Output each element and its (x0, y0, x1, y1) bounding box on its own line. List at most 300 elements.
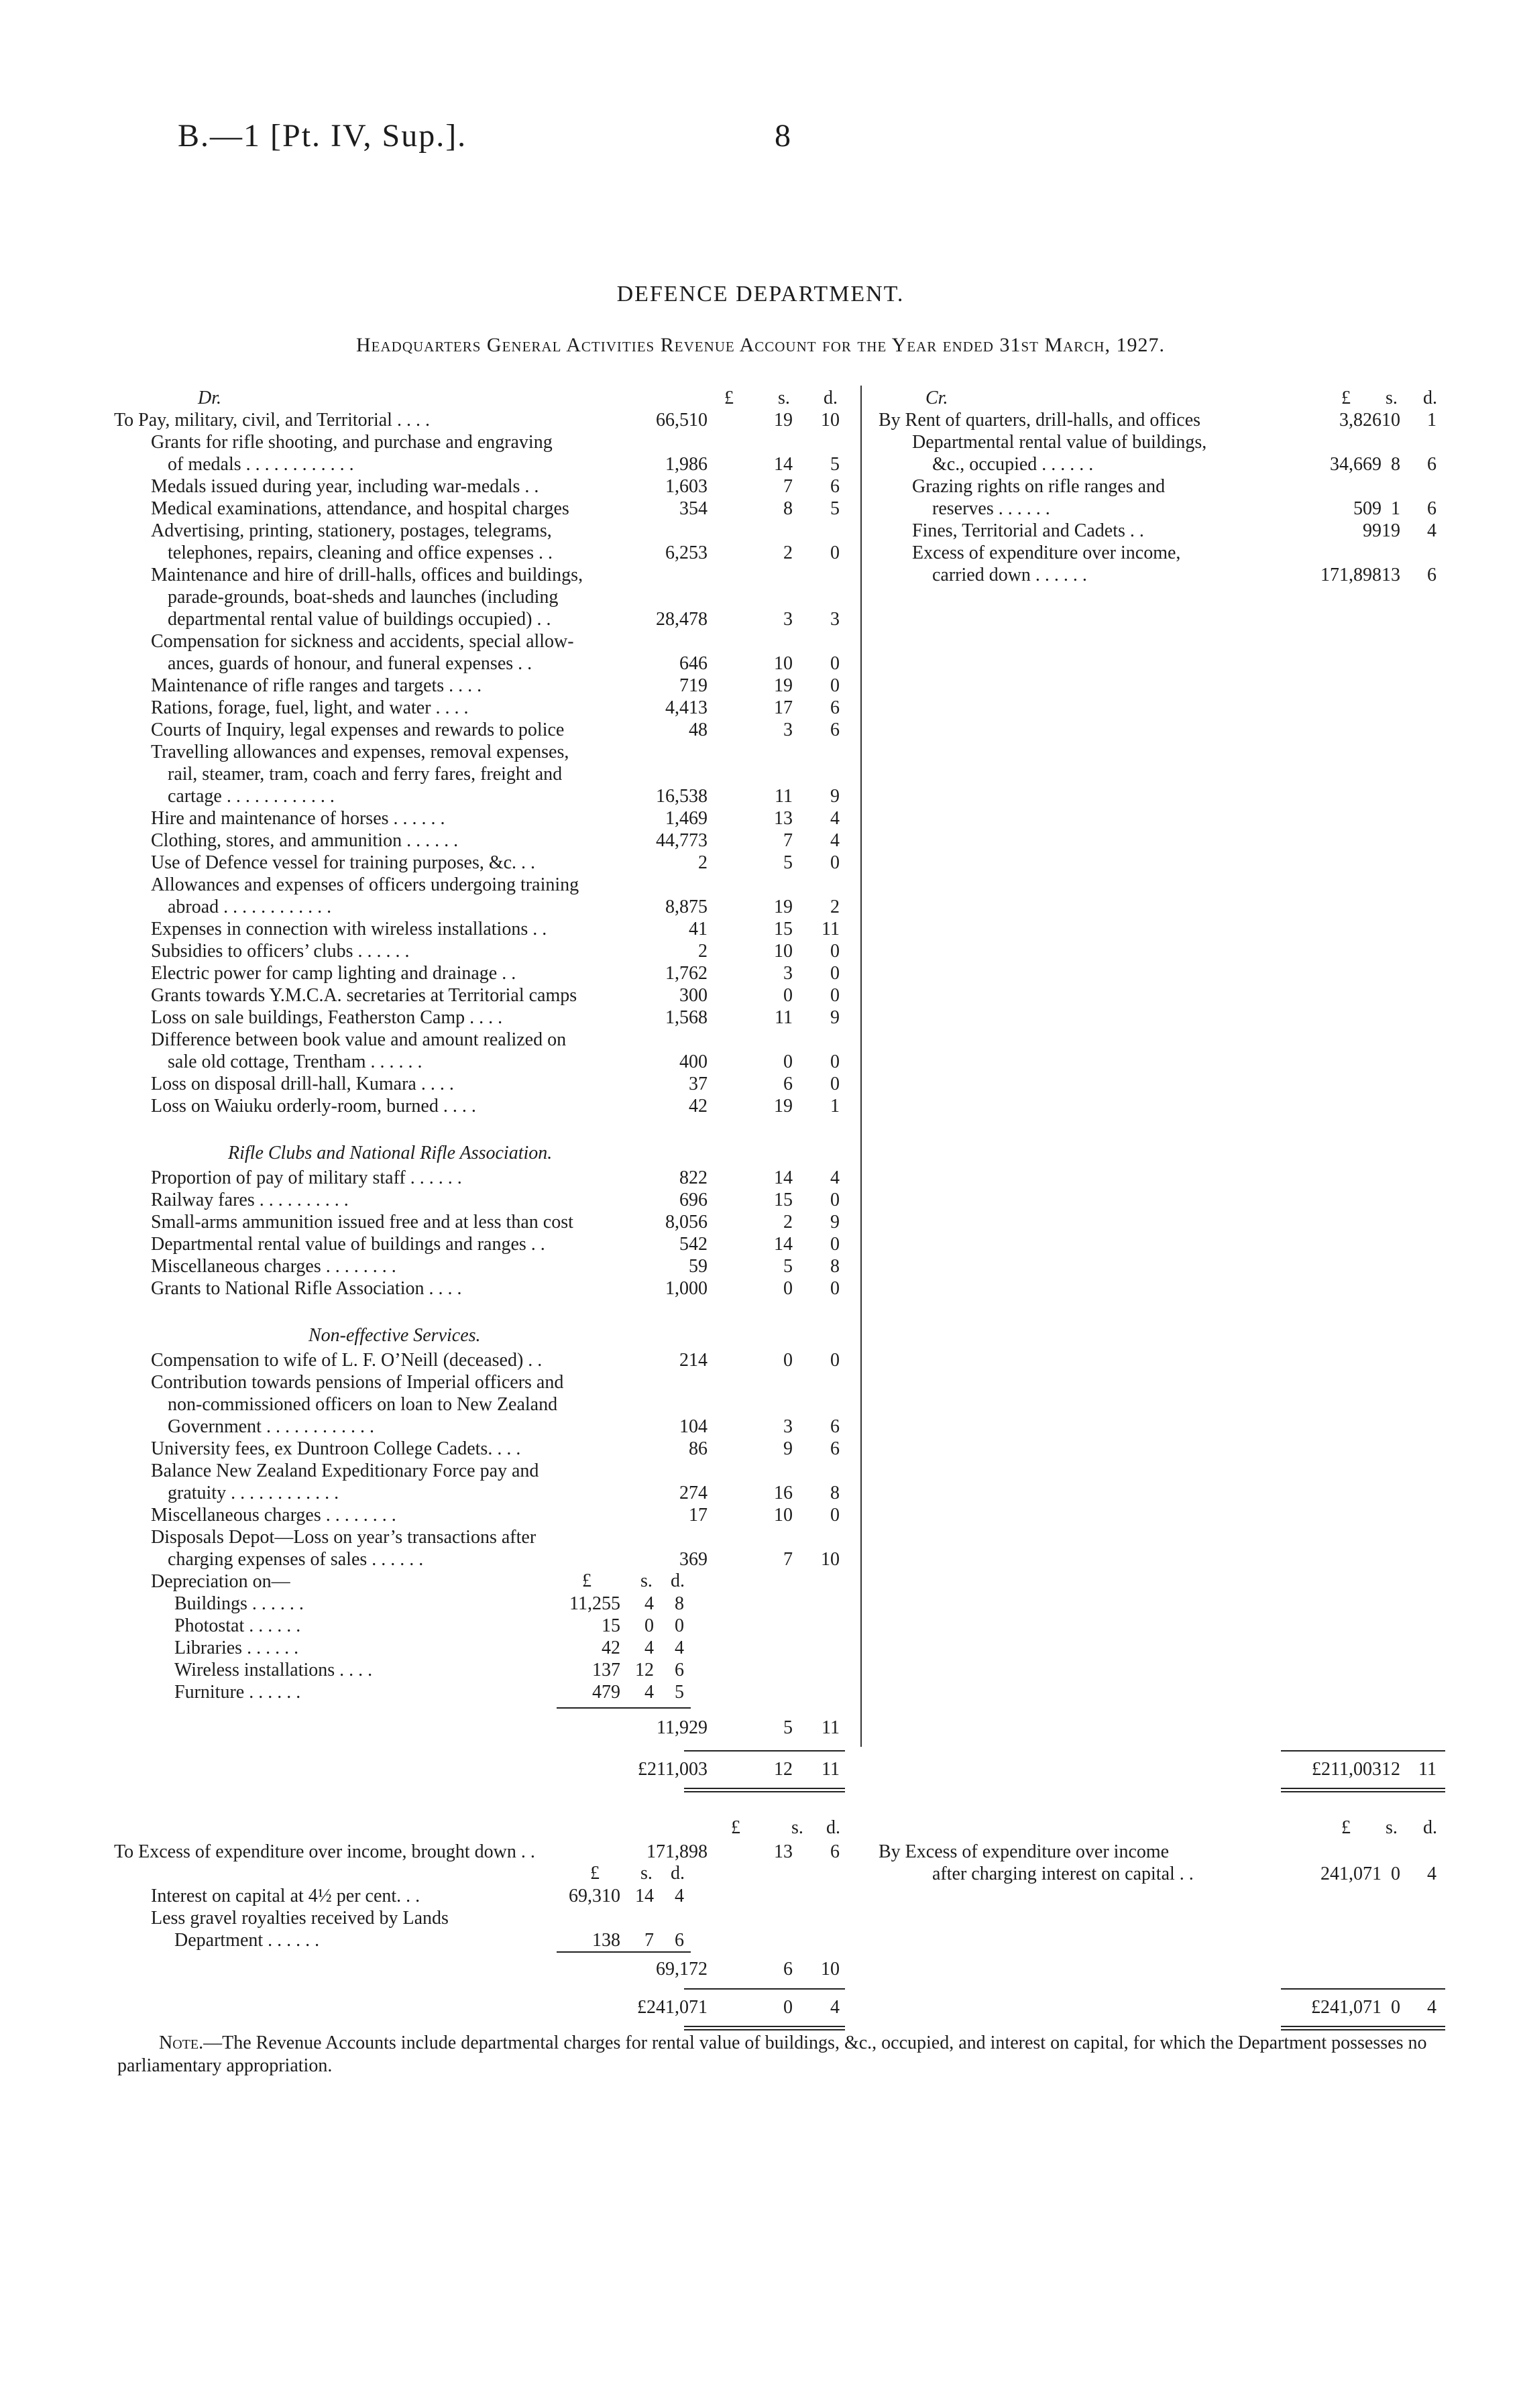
amount-pence: 0 (830, 852, 840, 873)
row-label: Compensation to wife of L. F. O’Neill (deceased) . . (151, 1350, 543, 1371)
amount-shillings: 2 (783, 542, 793, 563)
row-label: Maintenance of rifle ranges and targets . . . . (151, 675, 482, 696)
row-label: Interest on capital at 4½ per cent. . . (151, 1886, 420, 1906)
amount-shillings: 10 (774, 653, 793, 674)
amount-shillings: 19 (774, 1096, 793, 1116)
non-effective-entry (0, 1460, 1521, 1482)
amount-pence: 5 (830, 454, 840, 475)
row-label: Buildings . . . . . . (174, 1593, 304, 1614)
dr-entry (0, 807, 1521, 829)
amount-pounds: 6,253 (665, 542, 708, 563)
amount-shillings: 15 (774, 1190, 793, 1210)
row-label: To Excess of expenditure over income, brought down . . (114, 1841, 535, 1862)
amount-pence: 8 (830, 1483, 840, 1503)
amount-pence: 3 (830, 609, 840, 630)
amount-shillings: 0 (783, 1278, 793, 1299)
amount-pence: 6 (1427, 454, 1436, 475)
row-label: Allowances and expenses of officers undergoing training (151, 874, 579, 895)
department-line (0, 1929, 1521, 1951)
amount-pounds: 86 (689, 1438, 708, 1459)
double-rule-top (1281, 2026, 1445, 2027)
amount-pence: 6 (1427, 498, 1436, 519)
dr-entry (0, 1073, 1521, 1095)
depreciation-item (0, 1637, 1521, 1659)
amount-pounds: 214 (679, 1350, 708, 1371)
dr-entry (0, 984, 1521, 1007)
amount-shillings: 13 (774, 1841, 793, 1862)
row-label: telephones, repairs, cleaning and office expenses . . (168, 542, 553, 563)
dr-entry (0, 829, 1521, 852)
cr-entry (0, 475, 1521, 498)
row-label: Expenses in connection with wireless installations . . (151, 919, 547, 939)
amount-shillings: 5 (783, 1717, 793, 1738)
pence-header: d. (1423, 388, 1437, 408)
amount-pence: 0 (830, 1505, 840, 1526)
cr-second-total (0, 1996, 1521, 2018)
pence-header: d. (824, 388, 838, 408)
non-effective-heading: Non-effective Services. (308, 1325, 481, 1346)
interest-line (0, 1885, 1521, 1907)
amount-pounds: 646 (679, 653, 708, 674)
amount-pence: 4 (830, 830, 840, 851)
double-rule-bottom (684, 2029, 845, 2030)
amount-pounds: 41 (689, 919, 708, 939)
amount-pounds: £211,003 (1312, 1759, 1382, 1780)
dr-entry (0, 652, 1521, 675)
pound-header: £ (582, 1570, 592, 1591)
amount-pence: 11 (822, 1759, 840, 1780)
subtotal-rule (557, 1707, 691, 1709)
row-label: after charging interest on capital . . (932, 1864, 1194, 1884)
amount-pence: 0 (830, 1278, 840, 1299)
non-effective-entry (0, 1482, 1521, 1504)
amount-pounds: 509 (1353, 498, 1382, 519)
non-effective-entry (0, 1349, 1521, 1371)
amount-pounds: 274 (679, 1483, 708, 1503)
row-label: Compensation for sickness and accidents, special allow- (151, 631, 574, 652)
row-label: Railway fares . . . . . . . . . . (151, 1190, 349, 1210)
amount-shillings: 14 (774, 454, 793, 475)
row-label: Grants to National Rifle Association . . . . (151, 1278, 462, 1299)
cr-entry (0, 564, 1521, 586)
non-effective-entry (0, 1416, 1521, 1438)
amount-pence: 2 (830, 897, 840, 917)
row-label: Fines, Territorial and Cadets . . (912, 520, 1144, 541)
amount-pence: 9 (830, 1007, 840, 1028)
double-rule-top (1281, 1788, 1445, 1789)
amount-pounds: 369 (679, 1549, 708, 1570)
amount-pence: 6 (830, 1841, 840, 1862)
note-label: Note. (159, 2032, 204, 2053)
row-label: Rations, forage, fuel, light, and water . . . . (151, 697, 469, 718)
non-effective-entry (0, 1393, 1521, 1416)
depreciation-item (0, 1593, 1521, 1615)
amount-shillings: 0 (1391, 1997, 1400, 2018)
amount-shillings: 12 (1382, 1759, 1400, 1780)
row-label: Excess of expenditure over income, (912, 542, 1181, 563)
dr-entry (0, 608, 1521, 630)
pence-header: d. (671, 1570, 685, 1591)
dr-entry (0, 896, 1521, 918)
row-label: By Excess of expenditure over income (879, 1841, 1170, 1862)
double-rule-top (684, 1788, 845, 1789)
amount-pence: 4 (675, 1638, 684, 1658)
rifle-entry (0, 1211, 1521, 1233)
row-label: Loss on Waiuku orderly-room, burned . . . . (151, 1096, 476, 1116)
total-rule (1281, 1750, 1445, 1752)
amount-shillings: 12 (774, 1759, 793, 1780)
amount-pence: 10 (821, 1959, 840, 1980)
cr-heading: Cr. (925, 388, 948, 408)
dr-entry (0, 785, 1521, 807)
row-label: Grants for rifle shooting, and purchase and engraving (151, 432, 553, 453)
amount-pounds: 8,056 (665, 1212, 708, 1232)
amount-pounds: 42 (689, 1096, 708, 1116)
pence-header: d. (671, 1863, 685, 1884)
pound-header: £ (590, 1863, 600, 1884)
row-label: of medals . . . . . . . . . . . . (168, 454, 354, 475)
amount-pence: 6 (1427, 565, 1436, 585)
amount-pounds: 822 (679, 1167, 708, 1188)
non-effective-entry (0, 1504, 1521, 1526)
row-label: Subsidies to officers’ clubs . . . . . . (151, 941, 410, 962)
rifle-entry (0, 1255, 1521, 1277)
row-label: Loss on disposal drill-hall, Kumara . . . . (151, 1074, 454, 1094)
amount-shillings: 10 (774, 941, 793, 962)
amount-pounds: 241,071 (1320, 1864, 1382, 1884)
row-label: sale old cottage, Trentham . . . . . . (168, 1051, 422, 1072)
row-label: Depreciation on— (151, 1571, 290, 1592)
amount-shillings: 14 (635, 1886, 654, 1906)
row-label: non-commissioned officers on loan to New Zealand (168, 1394, 558, 1415)
row-label: abroad . . . . . . . . . . . . (168, 897, 332, 917)
amount-shillings: 9 (783, 1438, 793, 1459)
row-label: ances, guards of honour, and funeral expenses . . (168, 653, 532, 674)
row-label: gratuity . . . . . . . . . . . . (168, 1483, 339, 1503)
amount-pounds: 300 (679, 985, 708, 1006)
amount-pence: 1 (830, 1096, 840, 1116)
amount-pounds: 4,413 (665, 697, 708, 718)
amount-pounds: 2 (698, 852, 708, 873)
row-label: Miscellaneous charges . . . . . . . . (151, 1256, 396, 1277)
page-title: DEFENCE DEPARTMENT. (616, 282, 905, 306)
net-interest (0, 1958, 1521, 1980)
row-label: Miscellaneous charges . . . . . . . . (151, 1505, 396, 1526)
dr-entry (0, 697, 1521, 719)
amount-shillings: 8 (783, 498, 793, 519)
shilling-header: s. (778, 388, 790, 408)
row-label: Libraries . . . . . . (174, 1638, 299, 1658)
shilling-header: s. (640, 1570, 653, 1591)
shilling-header: s. (1386, 388, 1398, 408)
amount-shillings: 19 (774, 897, 793, 917)
amount-shillings: 3 (783, 963, 793, 984)
depreciation-heading (0, 1570, 1521, 1593)
amount-pence: 0 (830, 1190, 840, 1210)
row-label: To Pay, military, civil, and Territorial . . . . (114, 410, 430, 431)
amount-pence: 4 (1427, 1997, 1436, 2018)
row-label: By Rent of quarters, drill-halls, and offices (879, 410, 1201, 431)
total-rule (1281, 1988, 1445, 1990)
row-label: Grants towards Y.M.C.A. secretaries at Territorial camps (151, 985, 577, 1006)
amount-pounds: 719 (679, 675, 708, 696)
amount-shillings: 10 (774, 1505, 793, 1526)
amount-shillings: 0 (783, 1997, 793, 2018)
amount-pounds: 34,669 (1330, 454, 1382, 475)
row-label: reserves . . . . . . (932, 498, 1050, 519)
row-label: Grazing rights on rifle ranges and (912, 476, 1166, 497)
row-label: Hire and maintenance of horses . . . . . . (151, 808, 445, 829)
amount-pence: 6 (830, 476, 840, 497)
row-label: Furniture . . . . . . (174, 1682, 301, 1703)
rifle-entry (0, 1167, 1521, 1189)
dr-entry (0, 741, 1521, 763)
row-label: parade-grounds, boat-sheds and launches (including (168, 587, 559, 608)
amount-pence: 6 (830, 697, 840, 718)
amount-pence: 4 (675, 1886, 684, 1906)
non-effective-entry (0, 1526, 1521, 1548)
amount-shillings: 0 (644, 1615, 654, 1636)
dr-entry (0, 1029, 1521, 1051)
footnote (117, 2032, 1452, 2077)
amount-shillings: 6 (783, 1959, 793, 1980)
amount-shillings: 19 (774, 410, 793, 431)
amount-pounds: 11,929 (657, 1717, 708, 1738)
depreciation-item (0, 1659, 1521, 1681)
amount-pence: 0 (830, 653, 840, 674)
amount-shillings: 4 (644, 1682, 654, 1703)
cr-entry (0, 498, 1521, 520)
row-label: University fees, ex Duntroon College Cadets. . . . (151, 1438, 521, 1459)
pence-header: d. (826, 1817, 840, 1838)
pound-header: £ (1341, 388, 1351, 408)
amount-shillings: 0 (1391, 1864, 1400, 1884)
pound-header: £ (731, 1817, 740, 1838)
cr-entry (0, 453, 1521, 475)
amount-pence: 4 (830, 1167, 840, 1188)
rifle-entry (0, 1277, 1521, 1300)
amount-shillings: 10 (1382, 410, 1400, 431)
amount-pounds: 44,773 (656, 830, 708, 851)
dr-entry (0, 1095, 1521, 1117)
amount-pence: 0 (830, 985, 840, 1006)
cr-entry (0, 542, 1521, 564)
dr-entry (0, 962, 1521, 984)
amount-shillings: 8 (1391, 454, 1400, 475)
dr-entry (0, 763, 1521, 785)
row-label: carried down . . . . . . (932, 565, 1087, 585)
row-label: Government . . . . . . . . . . . . (168, 1416, 374, 1437)
amount-pounds: 400 (679, 1051, 708, 1072)
amount-shillings: 12 (635, 1660, 654, 1680)
amount-shillings: 14 (774, 1234, 793, 1255)
amount-shillings: 1 (1391, 498, 1400, 519)
amount-pounds: 171,898 (646, 1841, 708, 1862)
row-label: Less gravel royalties received by Lands (151, 1908, 449, 1929)
amount-pounds: 354 (679, 498, 708, 519)
amount-shillings: 11 (775, 1007, 793, 1028)
amount-shillings: 7 (783, 830, 793, 851)
row-label: Travelling allowances and expenses, removal expenses, (151, 742, 569, 762)
amount-pence: 0 (675, 1615, 684, 1636)
amount-pounds: 1,000 (665, 1278, 708, 1299)
amount-pence: 0 (830, 963, 840, 984)
amount-pounds: 479 (592, 1682, 620, 1703)
amount-pounds: 17 (689, 1505, 708, 1526)
cr-excess-line (0, 1841, 1521, 1863)
dr-entry (0, 874, 1521, 896)
amount-pounds: 69,172 (656, 1959, 708, 1980)
amount-shillings: 4 (644, 1593, 654, 1614)
amount-shillings: 3 (783, 720, 793, 740)
row-label: Department . . . . . . (174, 1930, 320, 1951)
dr-entry (0, 586, 1521, 608)
cr-entry (0, 431, 1521, 453)
amount-pounds: 42 (602, 1638, 620, 1658)
total-rule (684, 1988, 845, 1990)
row-label: Departmental rental value of buildings, (912, 432, 1207, 453)
page-number: 8 (775, 118, 791, 154)
amount-pounds: 11,255 (569, 1593, 620, 1614)
row-label: rail, steamer, tram, coach and ferry fares, freight and (168, 764, 563, 785)
amount-shillings: 0 (783, 1051, 793, 1072)
amount-pence: 4 (830, 1997, 840, 2018)
amount-shillings: 7 (644, 1930, 654, 1951)
non-effective-entry (0, 1371, 1521, 1393)
amount-shillings: 13 (1382, 565, 1400, 585)
amount-pounds: £211,003 (638, 1759, 708, 1780)
dr-entry (0, 630, 1521, 652)
rifle-entry (0, 1233, 1521, 1255)
amount-pence: 0 (830, 1234, 840, 1255)
cr-entry (0, 520, 1521, 542)
amount-pounds: £241,071 (637, 1997, 708, 2018)
dr-entry (0, 852, 1521, 874)
dr-entry (0, 675, 1521, 697)
double-rule-bottom (1281, 1791, 1445, 1792)
amount-pence: 9 (830, 1212, 840, 1232)
row-label: Difference between book value and amount realized on (151, 1029, 567, 1050)
amount-shillings: 17 (774, 697, 793, 718)
amount-shillings: 3 (783, 1416, 793, 1437)
double-rule-top (684, 2026, 845, 2027)
amount-pence: 4 (1427, 520, 1436, 541)
note-text: —The Revenue Accounts include departmental charges for rental value of buildings, &c., occupied, and interest on capital, for which the Department possesses no parliamentary appropriation. (117, 2032, 1427, 2076)
dr-entry (0, 719, 1521, 741)
amount-pence: 5 (830, 498, 840, 519)
amount-pounds: 28,478 (656, 609, 708, 630)
amount-pounds: £241,071 (1311, 1997, 1382, 2018)
row-label: &c., occupied . . . . . . (932, 454, 1094, 475)
amount-pounds: 66,510 (656, 410, 708, 431)
amount-pence: 10 (821, 1549, 840, 1570)
dr-entry (0, 940, 1521, 962)
amount-pounds: 1,603 (665, 476, 708, 497)
rifle-clubs-heading: Rifle Clubs and National Rifle Association. (228, 1143, 553, 1163)
amount-pence: 0 (830, 1051, 840, 1072)
amount-pounds: 1,568 (665, 1007, 708, 1028)
row-label: Wireless installations . . . . (174, 1660, 373, 1680)
cr-grand-total (0, 1758, 1521, 1780)
amount-pence: 4 (830, 808, 840, 829)
row-label: Medals issued during year, including war-medals . . (151, 476, 539, 497)
row-label: Photostat . . . . . . (174, 1615, 301, 1636)
amount-pounds: 1,469 (665, 808, 708, 829)
cr-entry (0, 409, 1521, 431)
amount-pence: 11 (822, 919, 840, 939)
non-effective-entry (0, 1438, 1521, 1460)
row-label: Medical examinations, attendance, and hospital charges (151, 498, 569, 519)
cr-excess-amount (0, 1863, 1521, 1885)
amount-pence: 0 (830, 542, 840, 563)
row-label: Small-arms ammunition issued free and at less than cost (151, 1212, 573, 1232)
row-label: Maintenance and hire of drill-halls, offices and buildings, (151, 565, 583, 585)
amount-pounds: 99 (1363, 520, 1382, 541)
amount-pounds: 16,538 (656, 786, 708, 807)
dr-entry (0, 1007, 1521, 1029)
depreciation-total (0, 1717, 1521, 1739)
amount-pence: 1 (1427, 410, 1436, 431)
amount-shillings: 19 (774, 675, 793, 696)
pound-header: £ (1341, 1817, 1351, 1838)
amount-pence: 6 (675, 1660, 684, 1680)
amount-pounds: 3,826 (1339, 410, 1382, 431)
pound-header: £ (724, 388, 734, 408)
amount-pounds: 1,986 (665, 454, 708, 475)
amount-shillings: 0 (783, 985, 793, 1006)
amount-pounds: 138 (592, 1930, 620, 1951)
amount-shillings: 0 (783, 1350, 793, 1371)
amount-shillings: 11 (775, 786, 793, 807)
amount-pence: 0 (830, 1074, 840, 1094)
amount-shillings: 5 (783, 1256, 793, 1277)
amount-pence: 9 (830, 786, 840, 807)
amount-pounds: 171,898 (1320, 565, 1382, 585)
row-label: Proportion of pay of military staff . . . . . . (151, 1167, 462, 1188)
amount-pounds: 2 (698, 941, 708, 962)
depreciation-item (0, 1615, 1521, 1637)
amount-pence: 8 (830, 1256, 840, 1277)
total-rule (684, 1750, 845, 1752)
amount-pounds: 696 (679, 1190, 708, 1210)
amount-pence: 0 (830, 675, 840, 696)
amount-shillings: 2 (783, 1212, 793, 1232)
amount-pence: 5 (675, 1682, 684, 1703)
row-label: charging expenses of sales . . . . . . (168, 1549, 424, 1570)
amount-pence: 11 (1418, 1759, 1436, 1780)
row-label: departmental rental value of buildings occupied) . . (168, 609, 551, 630)
amount-shillings: 7 (783, 476, 793, 497)
amount-shillings: 5 (783, 852, 793, 873)
amount-pounds: 1,762 (665, 963, 708, 984)
amount-pence: 8 (675, 1593, 684, 1614)
amount-shillings: 15 (774, 919, 793, 939)
amount-pence: 6 (830, 720, 840, 740)
amount-pence: 10 (821, 410, 840, 431)
amount-pence: 11 (822, 1717, 840, 1738)
amount-pence: 0 (830, 941, 840, 962)
amount-pence: 6 (830, 1416, 840, 1437)
amount-shillings: 16 (774, 1483, 793, 1503)
amount-shillings: 4 (644, 1638, 654, 1658)
row-label: Advertising, printing, stationery, postages, telegrams, (151, 520, 552, 541)
amount-shillings: 13 (774, 808, 793, 829)
amount-pence: 0 (830, 1350, 840, 1371)
dr-heading: Dr. (198, 388, 222, 408)
rifle-entry (0, 1189, 1521, 1211)
amount-pounds: 104 (679, 1416, 708, 1437)
row-label: Clothing, stores, and ammunition . . . . . . (151, 830, 459, 851)
